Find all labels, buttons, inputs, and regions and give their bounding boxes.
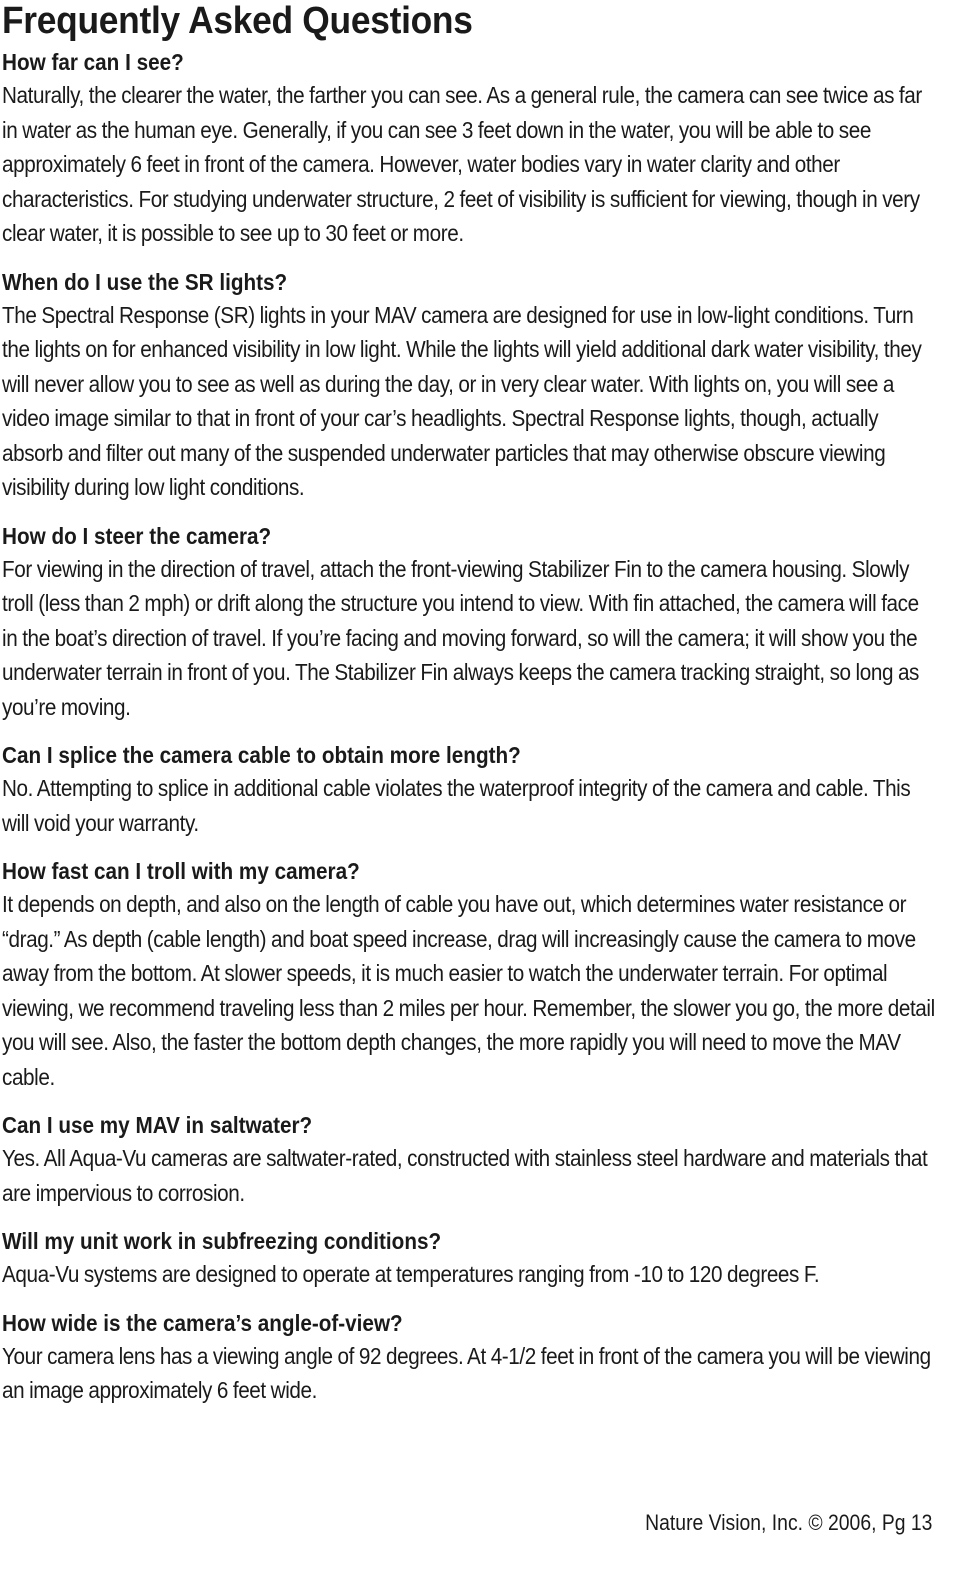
faq-question: How do I steer the camera? [2, 522, 272, 549]
faq-answer: Yes. All Aqua-Vu cameras are saltwater-rated, constructed with stainless steel hardware and materials that are impervious to corrosion. [2, 1145, 928, 1206]
faq-answer: Naturally, the clearer the water, the farther you can see. As a general rule, the camera can see twice as far in water as the human eye. Generally, if you can see 3 feet down in the water, you will be able to see approximately 6 feet in front of the camera. However, water bodies vary in water clarity and other characteristics. For studying underwater structure, 2 feet of visibility is sufficient for viewing, though in very clear water, it is possible to see up to 30 feet or more. [2, 82, 922, 246]
faq-question: How far can I see? [2, 49, 184, 75]
faq-item [2, 520, 942, 725]
faq-question: When do I use the SR lights? [2, 268, 288, 295]
faq-item [2, 739, 942, 840]
faq-question: How fast can I troll with my camera? [2, 858, 360, 884]
faq-answer: No. Attempting to splice in additional cable violates the waterproof integrity of the camera and cable. This will void your warranty. [2, 775, 911, 836]
faq-answer: Your camera lens has a viewing angle of 92 degrees. At 4-1/2 feet in front of the camera you will be viewing an image approximately 6 feet wide. [2, 1342, 931, 1403]
page-title: Frequently Asked Questions [2, 0, 473, 42]
faq-question: Can I splice the camera cable to obtain more length? [2, 742, 521, 768]
faq-item [2, 1307, 942, 1408]
faq-answer: Aqua-Vu systems are designed to operate at temperatures ranging from -10 to 120 degrees F. [2, 1261, 820, 1287]
faq-item [2, 855, 942, 1094]
faq-question: How wide is the camera’s angle-of-view? [2, 1309, 403, 1336]
faq-answer: It depends on depth, and also on the length of cable you have out, which determines water resistance or “drag.” As depth (cable length) and boat speed increase, drag will increasingly cause the camera to move away from the bottom. At slower speeds, it is much easier to watch the underwater terrain. For optimal viewing, we recommend traveling less than 2 miles per hour. Remember, the slower you go, the more detail you will see. Also, the faster the bottom depth changes, the more rapidly you will need to move the MAV cable. [2, 891, 935, 1090]
page-footer: Nature Vision, Inc. © 2006, Pg 13 [644, 1510, 932, 1535]
faq-answer: The Spectral Response (SR) lights in your MAV camera are designed for use in low-light conditions. Turn the lights on for enhanced visibility in low light. While the lights will yield additional dark water visibility, they will never allow you to see as well as during the day, or in very clear water. With lights on, you will see a video image similar to that in front of your car’s headlights. Spectral Response lights, though, actually absorb and filter out many of the suspended underwater particles that may otherwise obscure viewing visibility during low light conditions. [2, 301, 922, 500]
faq-list [2, 46, 942, 1408]
faq-item [2, 46, 942, 251]
faq-item [2, 1225, 942, 1292]
faq-answer: For viewing in the direction of travel, attach the front-viewing Stabilizer Fin to the camera housing. Slowly troll (less than 2 mph) or drift along the structure you intend to view. With fin attached, the camera will face in the boat’s direction of travel. If you’re facing and moving forward, so will the camera; it will show you the underwater terrain in front of you. The Stabilizer Fin always keeps the camera tracking straight, so long as you’re moving. [2, 555, 920, 720]
faq-item [2, 266, 942, 505]
faq-item [2, 1109, 942, 1210]
faq-question: Will my unit work in subfreezing conditions? [2, 1228, 442, 1254]
faq-question: Can I use my MAV in saltwater? [2, 1112, 313, 1138]
